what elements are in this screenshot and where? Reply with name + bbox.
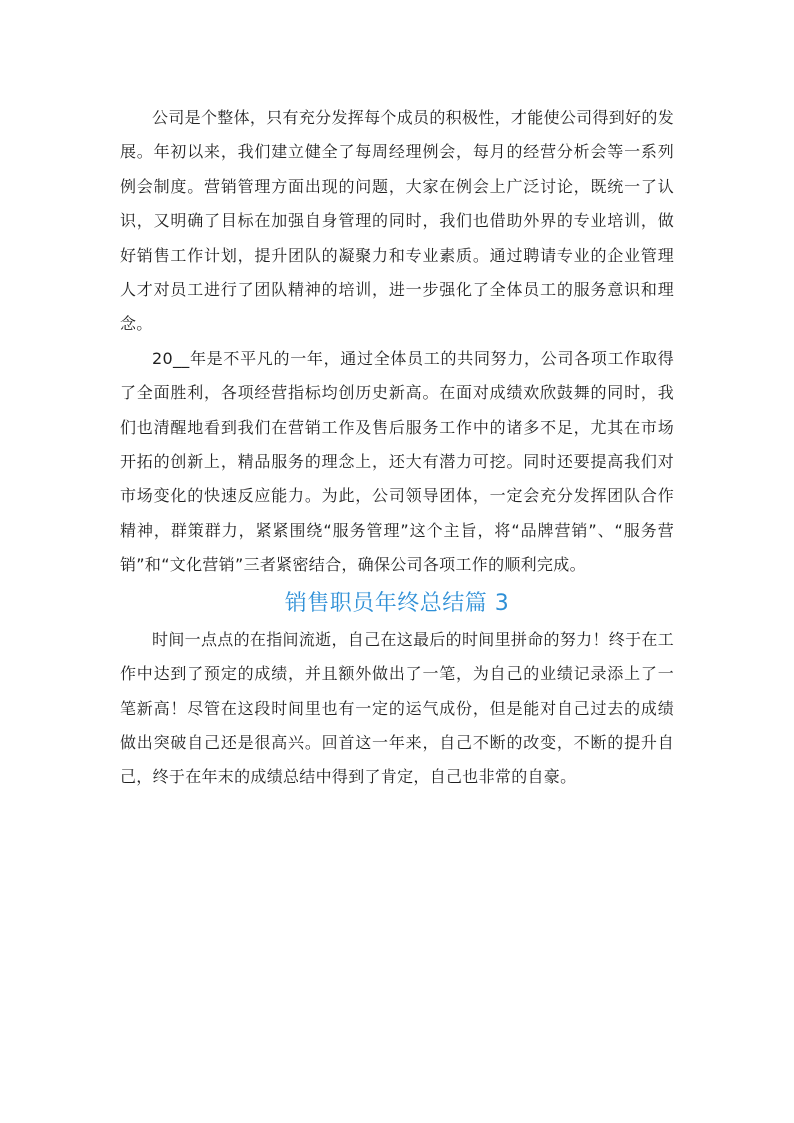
- document-body: [120, 101, 674, 795]
- paragraph-company-team: 公司是个整体，只有充分发挥每个成员的积极性，才能使公司得到好的发展。年初以来，我们建立健全了每周经理例会，每月的经营分析会等一系列例会制度。营销管理方面出现的问题，大家在例会上广泛讨论，既统一了认识，又明确了目标在加强自身管理的同时，我们也借助外界的专业培训，做好销售工作计划，提升团队的凝聚力和专业素质。通过聘请专业的企业管理人才对员工进行了团队精神的培训，进一步强化了全体员工的服务意识和理念。: [120, 108, 674, 334]
- section-heading: 销售职员年终总结篇 3: [284, 590, 510, 616]
- paragraph-year-review: 20__年是不平凡的一年，通过全体员工的共同努力，公司各项工作取得了全面胜利，各项经营指标均创历史新高。在面对成绩欢欣鼓舞的同时，我们也清醒地看到我们在营销工作及售后服务工作中的诸多不足，尤其在市场开拓的创新上，精品服务的理念上，还大有潜力可挖。同时还要提高我们对市场变化的快速反应能力。为此，公司领导团体，一定会充分发挥团队合作精神，群策群力，紧紧围绕“服务管理”这个主旨，将“品牌营销”、“服务营销”和“文化营销”三者紧密结合，确保公司各项工作的顺利完成。: [120, 348, 674, 575]
- paragraph-personal-summary: 时间一点点的在指间流逝，自己在这最后的时间里拼命的努力！终于在工作中达到了预定的成绩，并且额外做出了一笔，为自己的业绩记录添上了一笔新高！尽管在这段时间里也有一定的运气成份，但是能对自己过去的成绩做出突破自己还是很高兴。回首这一年来，自己不断的改变，不断的提升自己，终于在年末的成绩总结中得到了肯定，自己也非常的自豪。: [120, 629, 674, 787]
